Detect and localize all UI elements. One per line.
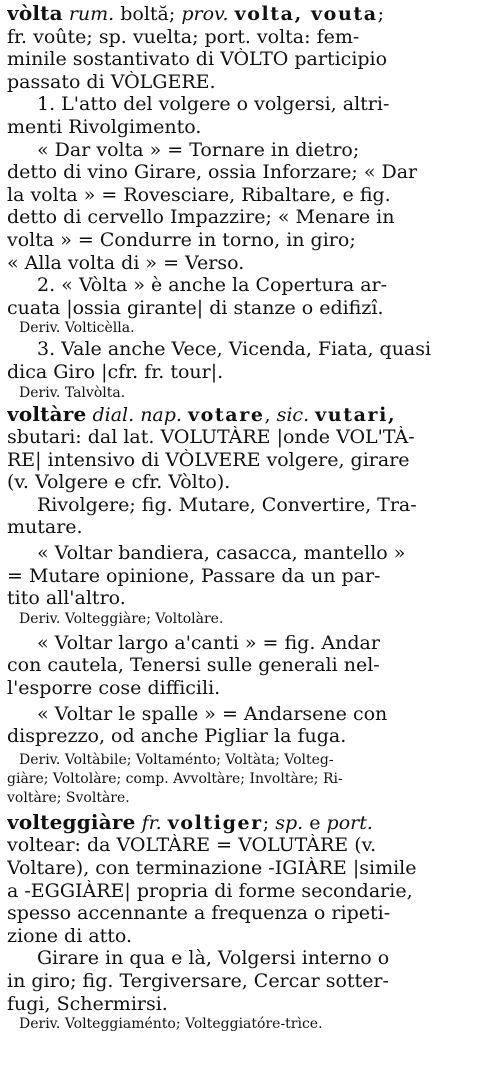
phrase-line: « Dar volta » = Tornare in dietro; xyxy=(37,138,360,161)
text-line: l'esporre cose difficili. xyxy=(7,677,221,700)
entry-headline: voltàre dial. nap. votare, sic. vutari, xyxy=(7,402,397,426)
sense-3: 3. Vale anche Vece, Vicenda, Fiata, quasi xyxy=(37,338,432,361)
text-line: minile sostantivato di VÒLTO participio xyxy=(7,48,388,71)
text-line: la volta » = Rovesciare, Ribaltare, e fig. xyxy=(7,183,391,206)
sense-2: 2. « Vòlta » è anche la Copertura ar- xyxy=(37,274,388,297)
text-line: disprezzo, od anche Pigliar la fuga. xyxy=(7,725,347,748)
text-line: in giro; fig. Tergiversare, Cercar sotter- xyxy=(7,969,389,992)
text-line: zione di atto. xyxy=(7,924,133,947)
definition-line: Girare in qua e là, Volgersi interno o xyxy=(37,947,390,970)
entry-voltare xyxy=(7,403,474,808)
entry-headline: vòlta rum. boltă; prov. volta, vouta; xyxy=(7,2,385,25)
text-line: sbutari: dal lat. VOLUTÀRE |onde VOL'TÀ- xyxy=(7,426,415,449)
phrase-line: « Voltar bandiera, casacca, mantello » xyxy=(37,542,406,565)
text-line: cuata |ossia girante| di stanze o edifizî. xyxy=(7,296,384,319)
text-line: tito all'altro. xyxy=(7,587,126,610)
text-line: menti Rivolgimento. xyxy=(7,115,202,138)
derivatives-line: Deriv. Talvòlta. xyxy=(19,384,126,401)
derivatives-line: voltàre; Svoltàre. xyxy=(7,789,130,806)
text-line: mutare. xyxy=(7,516,83,539)
text-line: = Mutare opinione, Passare da un par- xyxy=(7,564,381,587)
derivatives-line: Deriv. Voltàbile; Voltaménto; Voltàta; Volteg- xyxy=(19,751,334,768)
text-line: (v. Volgere e cfr. Vòlto). xyxy=(7,471,231,494)
derivatives-line: Deriv. Volteggiaménto; Volteggiatóre-trìce. xyxy=(19,1016,323,1033)
definition-line: Rivolgere; fig. Mutare, Convertire, Tra- xyxy=(37,493,417,516)
text-line: con cautela, Tenersi sulle generali nel- xyxy=(7,654,380,677)
derivatives-line: Deriv. Volticèlla. xyxy=(19,320,135,337)
derivatives-line: giàre; Voltolàre; comp. Avvoltàre; Involtàre; Ri- xyxy=(7,770,343,787)
entry-headline: volteggiàre fr. voltiger; sp. e port. xyxy=(7,810,373,834)
phrase-line: « Voltar le spalle » = Andarsene con xyxy=(37,702,388,725)
text-line: detto di cervello Impazzire; « Menare in xyxy=(7,206,395,229)
text-line: RE| intensivo di VÒLVERE volgere, girare xyxy=(7,448,410,471)
text-line: volta » = Condurre in torno, in giro; xyxy=(7,228,356,251)
text-line: fugi, Schermirsi. xyxy=(7,992,168,1015)
phrase-line: « Voltar largo a'canti » = fig. Andar xyxy=(37,631,380,654)
text-line: dica Giro |cfr. fr. tour|. xyxy=(7,360,224,383)
text-line: passato di VÒLGERE. xyxy=(7,70,216,93)
text-line: Voltare), con terminazione -IGIÀRE |simile xyxy=(7,857,417,879)
text-line: voltear: da VOLTÀRE = VOLUTÀRE (v. xyxy=(7,834,377,857)
sense-1: 1. L'atto del volgere o volgersi, altri- xyxy=(37,93,390,116)
text-line: fr. voûte; sp. vuelta; port. volta: fem- xyxy=(7,25,360,48)
derivatives-line: Deriv. Volteggiàre; Voltolàre. xyxy=(19,610,224,627)
text-line: spesso accennante a frequenza o ripeti- xyxy=(7,902,391,925)
entry-volta xyxy=(7,2,474,403)
text-line: detto di vino Girare, ossia Inforzare; « Dar xyxy=(7,161,418,184)
text-line: a -EGGIÀRE| propria di forme secondarie, xyxy=(7,879,413,902)
text-line: « Alla volta di » = Verso. xyxy=(7,251,245,274)
entry-volteggiare xyxy=(7,811,474,1034)
